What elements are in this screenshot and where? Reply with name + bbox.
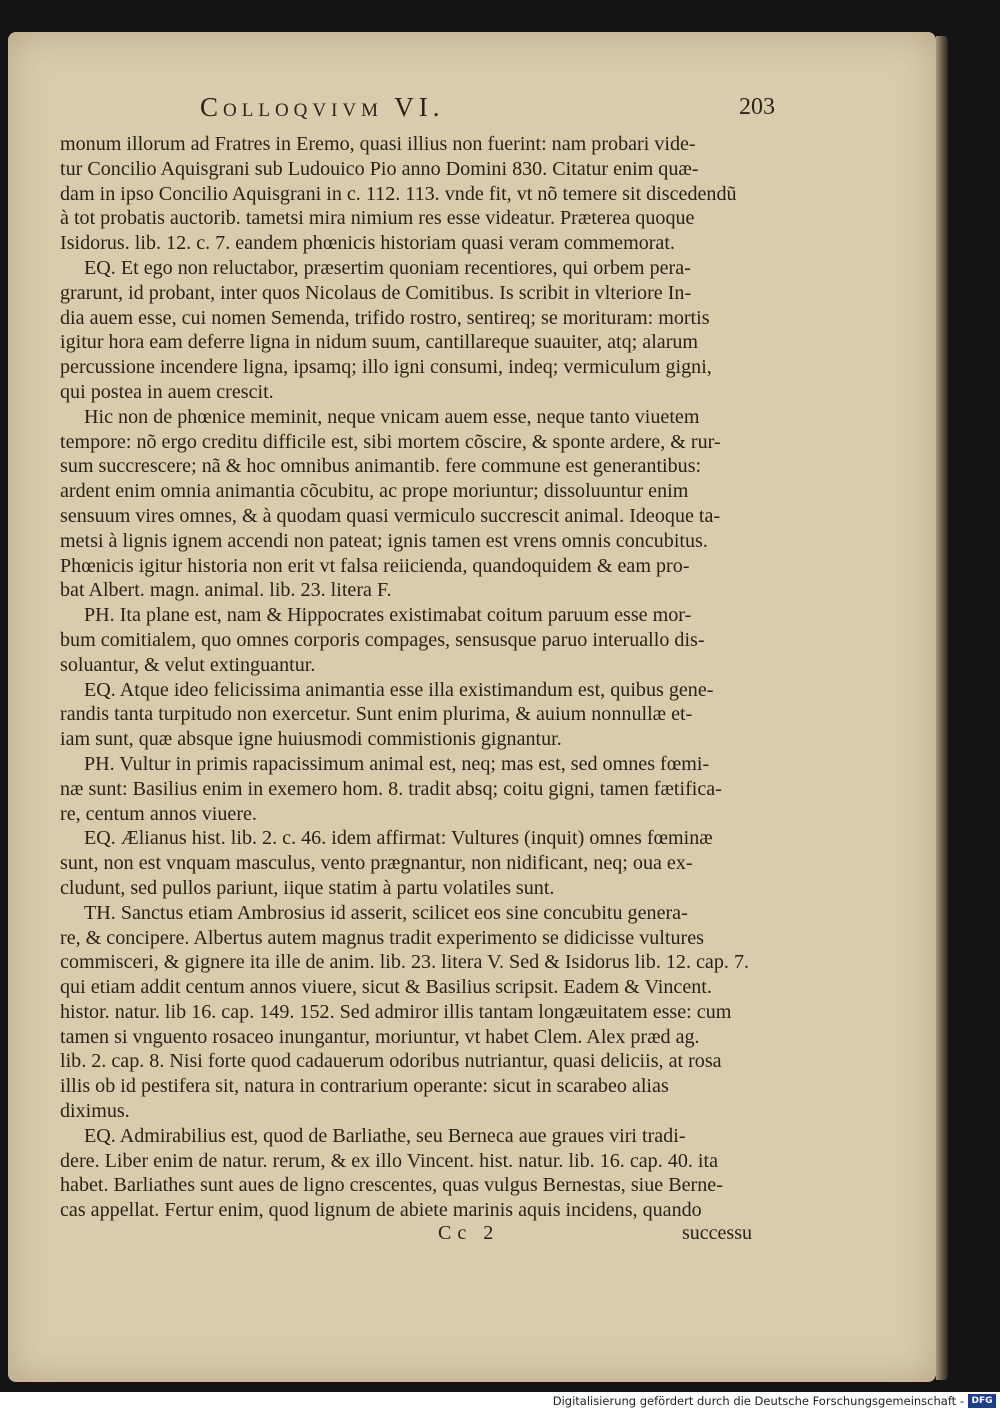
text-line: EQ. Admirabilius est, quod de Barliathe, seu Berneca aue graues viri tradi- [84,1124,686,1147]
text-line: sum succrescere; nã & hoc omnibus animantib. fere commune est generantibus: [60,455,702,478]
funding-bar [0,1392,1000,1411]
text-line: Isidorus. lib. 12. c. 7. eandem phœnicis historiam quasi veram commemorat. [60,232,675,255]
paragraph [60,1124,768,1223]
text-line: randis tanta turpitudo non exercetur. Sunt enim plurima, & auium nonnullæ et- [60,703,693,726]
text-line: re, centum annos viuere. [60,802,257,825]
paragraph [60,256,768,405]
text-line: monum illorum ad Fratres in Eremo, quasi illius non fuerint: nam probari vide- [60,133,696,155]
running-head: Colloqvivm VI. [200,92,445,122]
text-line: diximus. [60,1100,130,1123]
text-line: qui etiam addit centum annos viuere, sicut & Basilius scripsit. Eadem & Vincent. [60,976,712,999]
page-body [60,132,768,1223]
text-line: soluantur, & velut extinguantur. [60,653,316,676]
text-line: à tot probatis auctorib. tametsi mira nimium res esse videatur. Præterea quoque [60,207,695,230]
catchword: successu [682,1222,752,1244]
paragraph [60,405,768,603]
text-line: lib. 2. cap. 8. Nisi forte quod cadauerum odoribus nutriantur, quasi deliciis, at rosa [60,1050,722,1073]
text-line: percussione incendere ligna, ipsamq; illo igni consumi, indeq; vermiculum gigni, [60,356,712,379]
paragraph [60,603,768,677]
text-line: qui postea in auem crescit. [60,380,274,403]
text-line: sunt, non est vnquam masculus, vento prægnantur, non nidificant, neq; oua ex- [60,852,693,875]
text-line: cludunt, sed pullos pariunt, iique statim à partu volatiles sunt. [60,876,555,899]
text-line: re, & concipere. Albertus autem magnus tradit experimento se didicisse vultures [60,926,704,949]
paragraph [60,901,768,1124]
text-line: commisceri, & gignere ita ille de anim. lib. 23. litera V. Sed & Isidorus lib. 12. cap. 7. [60,951,750,974]
text-line: Phœnicis igitur historia non erit vt falsa reiicienda, quandoquidem & eam pro- [60,554,690,577]
text-line: TH. Sanctus etiam Ambrosius id asserit, scilicet eos sine concubitu genera- [84,901,688,924]
text-line: iam sunt, quæ absque igne huiusmodi commistionis gignantur. [60,728,562,751]
funding-text: Digitalisierung gefördert durch die Deutsche Forschungsgemeinschaft - [552,1394,964,1408]
text-line: ardent enim omnia animantia cõcubitu, ac prope moriuntur; dissoluuntur enim [60,480,689,503]
text-line: EQ. Atque ideo felicissima animantia esse illa existimandum est, quibus gene- [84,678,714,701]
text-line: histor. natur. lib 16. cap. 149. 152. Sed admiror illis tantam longæuitatem esse: cum [60,1000,732,1023]
text-line: illis ob id pestifera sit, natura in contrarium operante: sicut in scarabeo alias [60,1075,669,1098]
text-line: tur Concilio Aquisgrani sub Ludouico Pio anno Domini 830. Citatur enim quæ- [60,157,699,180]
text-line: dere. Liber enim de natur. rerum, & ex illo Vincent. hist. natur. lib. 16. cap. 40. ita [60,1149,719,1172]
text-line: grarunt, id probant, inter quos Nicolaus de Comitibus. Is scribit in vlteriore In- [60,281,692,304]
text-line: tamen si vnguento rosaceo inungantur, moriuntur, vt habet Clem. Alex præd ag. [60,1025,700,1048]
text-line: Hic non de phœnice meminit, neque vnicam auem esse, neque tanto viuetem [84,405,700,428]
text-line: tempore: nõ ergo creditu difficile est, sibi mortem cõscire, & sponte ardere, & rur- [60,430,721,453]
text-line: EQ. Et ego non reluctabor, præsertim quoniam recentiores, qui orbem pera- [84,256,691,279]
text-line: habet. Barliathes sunt aues de ligno crescentes, quas vulgus Bernestas, siue Berne- [60,1174,723,1197]
paragraph [60,132,768,256]
text-line: metsi à lignis ignem accendi non pateat; ignis tamen est vrens omnis concubitus. [60,529,708,552]
text-line: bat Albert. magn. animal. lib. 23. litera F. [60,579,392,602]
text-line: igitur hora eam deferre ligna in nidum suum, cantillareque suauiter, atq; alarum [60,331,699,354]
text-line: sensuum vires omnes, & à quodam quasi vermiculo succrescit animal. Ideoque ta- [60,504,721,527]
text-line: EQ. Ælianus hist. lib. 2. c. 46. idem affirmat: Vultures (inquit) omnes fœminæ [84,827,713,850]
text-line: PH. Ita plane est, nam & Hippocrates existimabat coitum paruum esse mor- [84,604,692,627]
page-footer [60,1222,780,1252]
page-header [200,92,775,128]
text-line: bum comitialem, quo omnes corporis compages, sensusque paruo interuallo dis- [60,628,705,651]
page-number: 203 [739,94,775,120]
book-page [8,32,936,1382]
text-line: PH. Vultur in primis rapacissimum animal est, neq; mas est, sed omnes fœmi- [84,752,710,775]
text-line: dam in ipso Concilio Aquisgrani in c. 112. 113. vnde fit, vt nõ temere sit discedendũ [60,182,737,205]
text-line: dia auem esse, cui nomen Semenda, trifido rostro, sentireq; se morituram: mortis [60,306,710,329]
dfg-logo: DFG [968,1394,996,1408]
signature-mark: Cc 2 [438,1222,500,1244]
text-line: næ sunt: Basilius enim in exemero hom. 8. tradit absq; coitu gigni, tamen fætifica- [60,777,722,800]
text-line: cas appellat. Fertur enim, quod lignum de abiete marinis aquis incidens, quando [60,1199,702,1222]
page-edge [936,36,948,1380]
paragraph [60,752,768,826]
paragraph [60,678,768,752]
paragraph [60,826,768,900]
